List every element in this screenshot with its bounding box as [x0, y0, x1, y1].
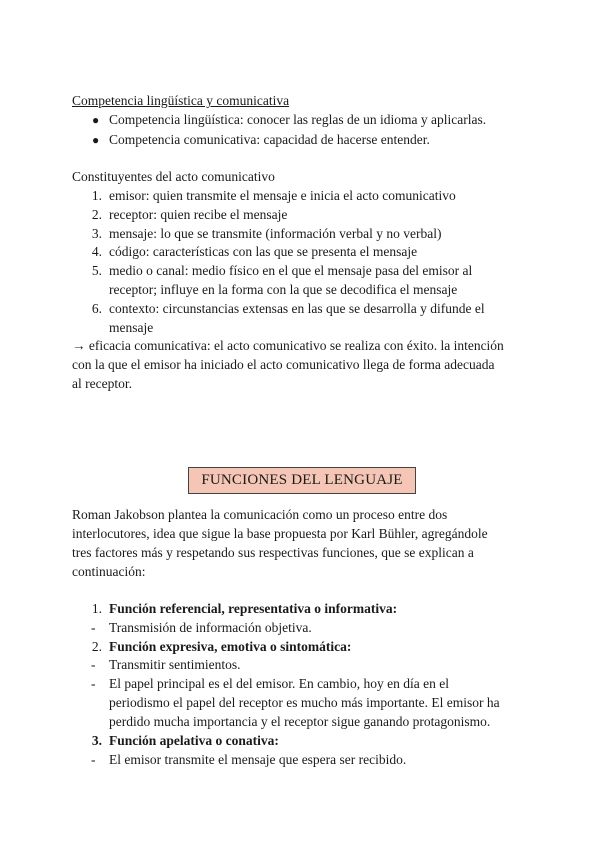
- list-number: 5.: [91, 263, 102, 278]
- dash-icon: -: [91, 676, 96, 691]
- note-line: con la que el emisor ha iniciado el acto comunicativo llega de forma adecuada: [72, 357, 495, 372]
- function-point-continuation: periodismo el papel del receptor es mucho más importante. El emisor ha: [109, 695, 500, 710]
- function-title: Función expresiva, emotiva o sintomática:: [109, 639, 352, 654]
- dash-icon: -: [91, 620, 96, 635]
- list-number: 4.: [91, 244, 102, 259]
- function-point: El emisor transmite el mensaje que espera ser recibido.: [109, 752, 407, 767]
- bullet-item: Competencia lingüística: conocer las reglas de un idioma y aplicarlas.: [109, 112, 487, 127]
- list-number: 6.: [91, 301, 102, 316]
- bullet-icon: ●: [92, 113, 100, 127]
- function-point: Transmitir sentimientos.: [109, 657, 241, 672]
- function-point-continuation: perdido mucha importancia y el receptor sigue ganando protagonismo.: [109, 714, 491, 729]
- function-number: 2.: [91, 639, 102, 654]
- list-number: 3.: [91, 226, 102, 241]
- list-item: contexto: circunstancias extensas en las que se desarrolla y difunde el: [109, 301, 485, 316]
- bullet-icon: ●: [92, 133, 100, 147]
- section-title-box: FUNCIONES DEL LENGUAJE: [188, 467, 416, 494]
- list-number: 2.: [91, 207, 102, 222]
- dash-icon: -: [91, 752, 96, 767]
- list-item: código: características con las que se presenta el mensaje: [109, 244, 418, 259]
- list-item: emisor: quien transmite el mensaje e inicia el acto comunicativo: [109, 188, 456, 203]
- function-title: Función apelativa o conativa:: [109, 733, 279, 748]
- list-item: medio o canal: medio físico en el que el mensaje pasa del emisor al: [109, 263, 473, 278]
- list-number: 1.: [91, 188, 102, 203]
- section-heading-competencia: Competencia lingüística y comunicativa: [72, 93, 290, 108]
- dash-icon: -: [91, 657, 96, 672]
- function-number: 3.: [91, 733, 102, 748]
- intro-line: interlocutores, idea que sigue la base propuesta por Karl Bühler, agregándole: [72, 526, 488, 541]
- list-item-continuation: mensaje: [109, 320, 154, 335]
- note-line: al receptor.: [72, 376, 132, 391]
- list-item: receptor: quien recibe el mensaje: [109, 207, 288, 222]
- function-point: El papel principal es el del emisor. En cambio, hoy en día en el: [109, 676, 450, 691]
- function-number: 1.: [91, 601, 102, 616]
- intro-line: Roman Jakobson plantea la comunicación como un proceso entre dos: [72, 507, 448, 522]
- intro-line: tres factores más y respetando sus respectivas funciones, que se explican a: [72, 545, 474, 560]
- bullet-item: Competencia comunicativa: capacidad de hacerse entender.: [109, 132, 430, 147]
- intro-line: continuación:: [72, 564, 146, 579]
- list-item-continuation: receptor; influye en la forma con la que se decodifica el mensaje: [109, 282, 458, 297]
- list-item: mensaje: lo que se transmite (información verbal y no verbal): [109, 226, 442, 241]
- section-heading-constituyentes: Constituyentes del acto comunicativo: [72, 169, 275, 184]
- function-point: Transmisión de información objetiva.: [109, 620, 312, 635]
- note-line: → eficacia comunicativa: el acto comunicativo se realiza con éxito. la intención: [72, 338, 504, 353]
- function-title: Función referencial, representativa o informativa:: [109, 601, 398, 616]
